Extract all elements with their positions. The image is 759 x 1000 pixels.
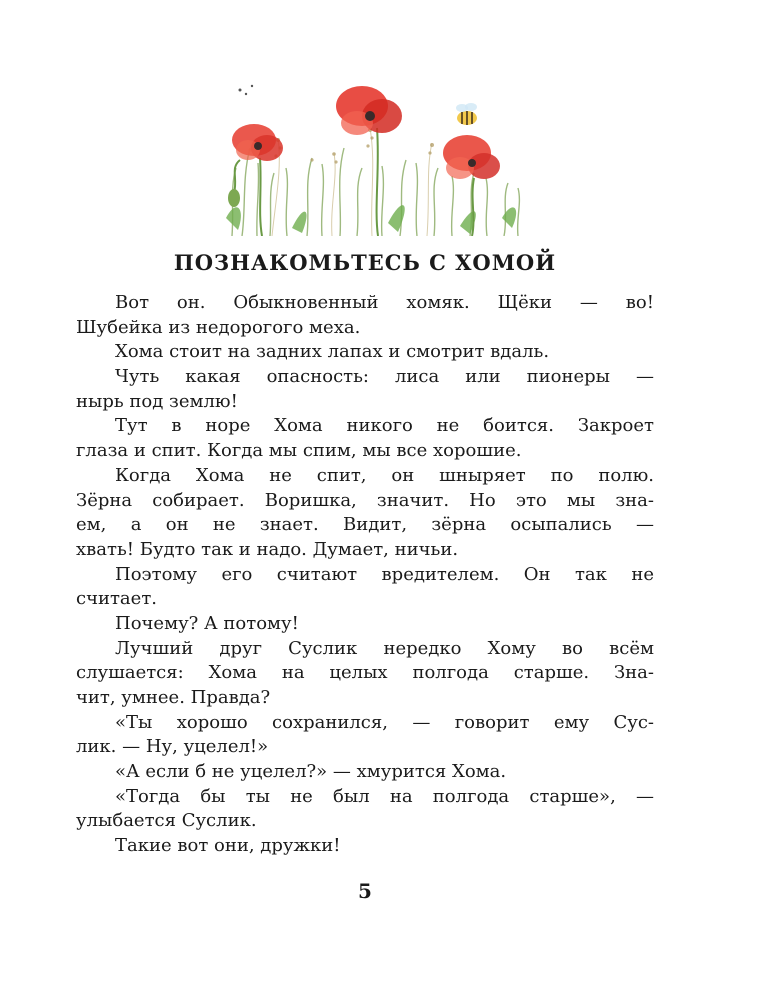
page-number: 5 (358, 879, 372, 903)
text-line: Шубейка из недорогого меха. (76, 316, 361, 338)
text-line: Тут в норе Хома никого не боится. Закроет (115, 415, 654, 437)
text-line: улыбается Суслик. (76, 810, 257, 832)
text-line: Поэтому его считают вредителем. Он так не (115, 563, 654, 585)
text-line: Чуть какая опасность: лиса или пионеры — (115, 366, 654, 388)
text-line: Такие вот они, дружки! (115, 835, 341, 857)
bee-icon (456, 103, 477, 125)
text-line: Когда Хома не спит, он шныряет по полю. (115, 464, 654, 486)
body-text (76, 291, 654, 859)
text-line: Почему? А потому! (115, 612, 299, 634)
text-line: «Тогда бы ты не был на полгода старше», — (115, 785, 654, 807)
poppy-illustration (212, 68, 532, 236)
text-line: Лучший друг Суслик нередко Хому во всём (115, 637, 654, 659)
text-line: слушается: Хома на целых полгода старше. Зна- (76, 662, 654, 684)
text-line: «Ты хорошо сохранился, — говорит ему Сус- (115, 711, 654, 733)
text-line: хвать! Будто так и надо. Думает, ничьи. (76, 538, 459, 560)
poppies-and-grass-image (212, 68, 532, 236)
text-line: глаза и спит. Когда мы спим, мы все хорошие. (76, 440, 522, 462)
text-line: Вот он. Обыкновенный хомяк. Щёки — во! (115, 292, 654, 313)
chapter-title: ПОЗНАКОМЬТЕСЬ С ХОМОЙ (173, 250, 557, 275)
text-line: ем, а он не знает. Видит, зёрна осыпались — (76, 514, 654, 536)
text-line: «А если б не уцелел?» — хмурится Хома. (115, 761, 507, 783)
text-line: нырь под землю! (76, 390, 238, 412)
text-line: Хома стоит на задних лапах и смотрит вдаль. (115, 341, 550, 363)
text-line: Зёрна собирает. Воришка, значит. Но это мы зна- (76, 489, 654, 511)
text-line: чит, умнее. Правда? (76, 687, 271, 708)
text-line: лик. — Ну, уцелел!» (76, 736, 269, 758)
text-line: считает. (76, 588, 157, 610)
